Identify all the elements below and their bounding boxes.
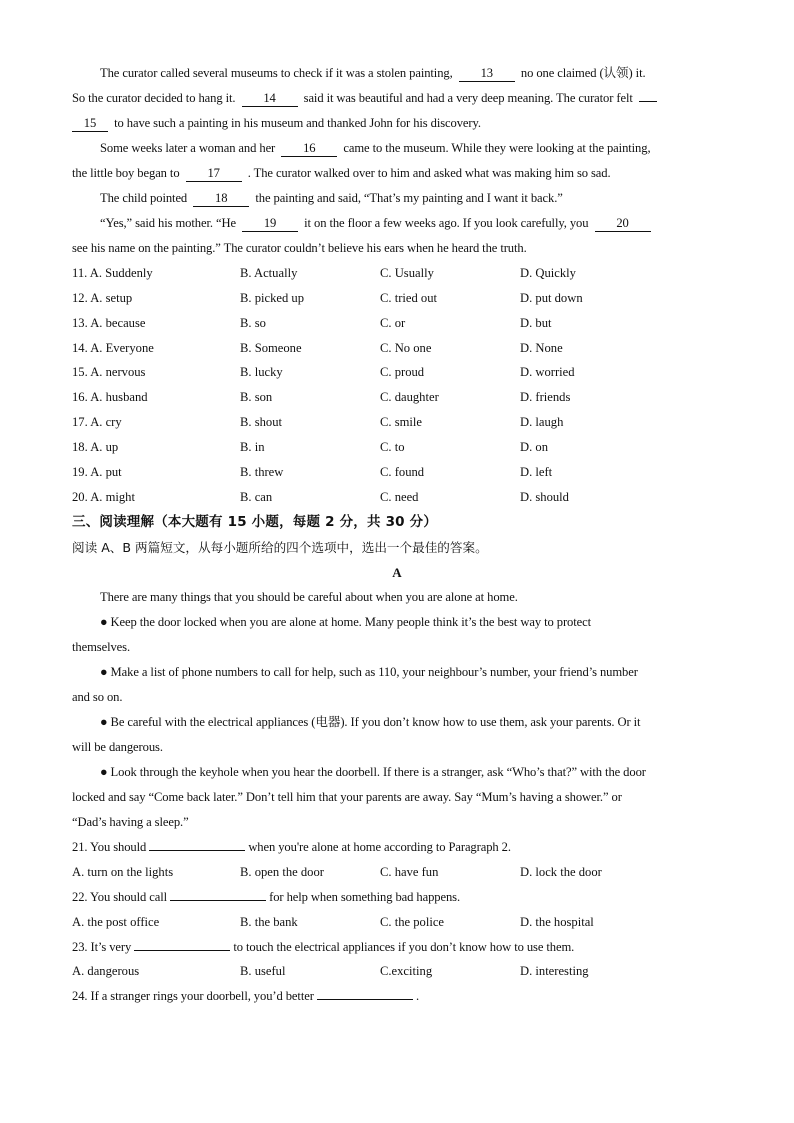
question-text: . xyxy=(415,989,419,1003)
tip-3: ● Be careful with the electrical appliances (电器). If you don’t know how to use them, ask your parents. Or it xyxy=(100,715,641,729)
question-text: 21. You should xyxy=(72,840,147,854)
tip-2: ● Make a list of phone numbers to call for help, such as 110, your neighbour’s number, your friend’s number xyxy=(100,665,638,679)
passage-line xyxy=(100,136,722,161)
option-b[interactable]: B. open the door xyxy=(240,865,324,879)
option-row-18 xyxy=(72,435,722,460)
option-a[interactable]: 15. A. nervous xyxy=(72,365,146,379)
option-d[interactable]: D. interesting xyxy=(520,964,589,978)
passage-line xyxy=(100,186,722,211)
passage-text: it on the floor a few weeks ago. If you look carefully, you xyxy=(304,216,589,230)
passage-line xyxy=(100,211,722,236)
tip-4-cont: “Dad’s having a sleep.” xyxy=(72,815,189,829)
passage-text: the little boy began to xyxy=(72,166,180,180)
answer-blank[interactable] xyxy=(134,950,230,951)
question-23 xyxy=(72,935,722,960)
passage-line xyxy=(72,86,722,111)
option-row-20 xyxy=(72,485,722,510)
option-c[interactable]: C. need xyxy=(380,490,419,504)
option-a[interactable]: 11. A. Suddenly xyxy=(72,266,153,280)
tip-1-cont: themselves. xyxy=(72,640,131,654)
blank-20: 20 xyxy=(595,215,651,232)
option-row-11 xyxy=(72,261,722,286)
passage-text: see his name on the painting.” The curator couldn’t believe his ears when he heard the truth. xyxy=(72,241,527,255)
option-row-14 xyxy=(72,336,722,361)
option-c[interactable]: C. found xyxy=(380,465,425,479)
section-instruction: 阅读 A、B 两篇短文，从每小题所给的四个选项中，选出一个最佳的答案。 xyxy=(72,540,488,555)
tip-1: ● Keep the door locked when you are alone at home. Many people think it’s the best way to protect xyxy=(100,615,592,629)
question-text: 22. You should call xyxy=(72,890,168,904)
answer-blank[interactable] xyxy=(149,850,245,851)
blank-13: 13 xyxy=(459,65,515,82)
option-row-12 xyxy=(72,286,722,311)
reading-intro: There are many things that you should be careful about when you are alone at home. xyxy=(100,590,518,604)
passage-text: to have such a painting in his museum and thanked John for his discovery. xyxy=(114,116,481,130)
option-d[interactable]: D. on xyxy=(520,440,548,454)
tip-3-cont: will be dangerous. xyxy=(72,740,163,754)
option-d[interactable]: D. put down xyxy=(520,291,583,305)
passage-line xyxy=(72,161,722,186)
option-a[interactable]: 18. A. up xyxy=(72,440,119,454)
option-a[interactable]: A. the post office xyxy=(72,915,160,929)
question-text: to touch the electrical appliances if you don’t know how to use them. xyxy=(233,940,575,954)
option-d[interactable]: D. but xyxy=(520,316,552,330)
passage-line xyxy=(100,61,722,86)
option-c[interactable]: C. tried out xyxy=(380,291,438,305)
option-c[interactable]: C. daughter xyxy=(380,390,439,404)
question-text: when you're alone at home according to Paragraph 2. xyxy=(248,840,511,854)
option-a[interactable]: 20. A. might xyxy=(72,490,135,504)
blank-19: 19 xyxy=(242,215,298,232)
option-d[interactable]: D. lock the door xyxy=(520,865,602,879)
option-a[interactable]: 12. A. setup xyxy=(72,291,133,305)
question-21-options xyxy=(72,860,722,885)
option-c[interactable]: C. or xyxy=(380,316,406,330)
blank-15: 15 xyxy=(72,115,108,132)
option-d[interactable]: D. worried xyxy=(520,365,575,379)
option-a[interactable]: A. dangerous xyxy=(72,964,140,978)
option-a[interactable]: 13. A. because xyxy=(72,316,146,330)
option-d[interactable]: D. left xyxy=(520,465,553,479)
option-c[interactable]: C.exciting xyxy=(380,964,433,978)
option-a[interactable]: 19. A. put xyxy=(72,465,122,479)
blank-16: 16 xyxy=(281,140,337,157)
answer-blank[interactable] xyxy=(317,999,413,1000)
option-b[interactable]: B. useful xyxy=(240,964,286,978)
passage-line xyxy=(72,236,722,261)
option-d[interactable]: D. should xyxy=(520,490,569,504)
option-b[interactable]: B. son xyxy=(240,390,273,404)
blank-14: 14 xyxy=(242,90,298,107)
option-d[interactable]: D. the hospital xyxy=(520,915,594,929)
option-row-17 xyxy=(72,410,722,435)
passage-label-a: A xyxy=(392,565,402,580)
passage-text: “Yes,” said his mother. “He xyxy=(100,216,236,230)
option-row-19 xyxy=(72,460,722,485)
option-a[interactable]: 17. A. cry xyxy=(72,415,122,429)
option-b[interactable]: B. the bank xyxy=(240,915,298,929)
option-a[interactable]: A. turn on the lights xyxy=(72,865,174,879)
option-row-16 xyxy=(72,385,722,410)
passage-text: So the curator decided to hang it. xyxy=(72,91,236,105)
answer-blank[interactable] xyxy=(170,900,266,901)
option-d[interactable]: D. laugh xyxy=(520,415,564,429)
option-c[interactable]: C. to xyxy=(380,440,405,454)
option-a[interactable]: 14. A. Everyone xyxy=(72,341,154,355)
passage-text: no one claimed (认领) it. xyxy=(520,66,646,80)
option-b[interactable]: B. can xyxy=(240,490,273,504)
passage-text: The child pointed xyxy=(100,191,188,205)
option-row-13 xyxy=(72,311,722,336)
passage-text: said it was beautiful and had a very deep meaning. The curator felt xyxy=(303,91,633,105)
option-row-15 xyxy=(72,360,722,385)
tip-4-cont: locked and say “Come back later.” Don’t tell him that your parents are away. Say “Mum’s having a shower.” or xyxy=(72,790,622,804)
option-c[interactable]: C. No one xyxy=(380,341,432,355)
passage-text: the painting and said, “That’s my painting and I want it back.” xyxy=(255,191,563,205)
option-d[interactable]: D. friends xyxy=(520,390,571,404)
option-a[interactable]: 16. A. husband xyxy=(72,390,148,404)
option-d[interactable]: D. None xyxy=(520,341,563,355)
option-b[interactable]: B. so xyxy=(240,316,266,330)
blank-18: 18 xyxy=(193,190,249,207)
question-22-options xyxy=(72,910,722,935)
option-b[interactable]: B. threw xyxy=(240,465,284,479)
option-c[interactable]: C. smile xyxy=(380,415,422,429)
passage-text: . The curator walked over to him and asked what was making him so sad. xyxy=(247,166,611,180)
tip-2-cont: and so on. xyxy=(72,690,123,704)
option-b[interactable]: B. Actually xyxy=(240,266,298,280)
question-22 xyxy=(72,885,722,910)
option-b[interactable]: B. lucky xyxy=(240,365,283,379)
passage-text: Some weeks later a woman and her xyxy=(100,141,276,155)
question-21 xyxy=(72,835,722,860)
question-24 xyxy=(72,984,722,1009)
passage-text: came to the museum. While they were looking at the painting, xyxy=(343,141,651,155)
option-b[interactable]: B. in xyxy=(240,440,265,454)
option-c[interactable]: C. have fun xyxy=(380,865,439,879)
question-23-options xyxy=(72,959,722,984)
question-text: 23. It’s very xyxy=(72,940,132,954)
tip-4: ● Look through the keyhole when you hear the doorbell. If there is a stranger, ask “Who’s that?” with the door xyxy=(100,765,646,779)
passage-line xyxy=(72,111,722,136)
option-b[interactable]: B. shout xyxy=(240,415,282,429)
question-text: 24. If a stranger rings your doorbell, you’d better xyxy=(72,989,314,1003)
option-b[interactable]: B. Someone xyxy=(240,341,302,355)
option-c[interactable]: C. the police xyxy=(380,915,445,929)
option-c[interactable]: C. proud xyxy=(380,365,425,379)
option-b[interactable]: B. picked up xyxy=(240,291,305,305)
question-text: for help when something bad happens. xyxy=(269,890,461,904)
passage-text: The curator called several museums to check if it was a stolen painting, xyxy=(100,66,453,80)
section-heading: 三、阅读理解（本大题有 15 小题，每题 2 分，共 30 分） xyxy=(72,514,438,530)
blank-17: 17 xyxy=(186,165,242,182)
blank-15-start xyxy=(639,101,657,102)
option-d[interactable]: D. Quickly xyxy=(520,266,576,280)
option-c[interactable]: C. Usually xyxy=(380,266,434,280)
